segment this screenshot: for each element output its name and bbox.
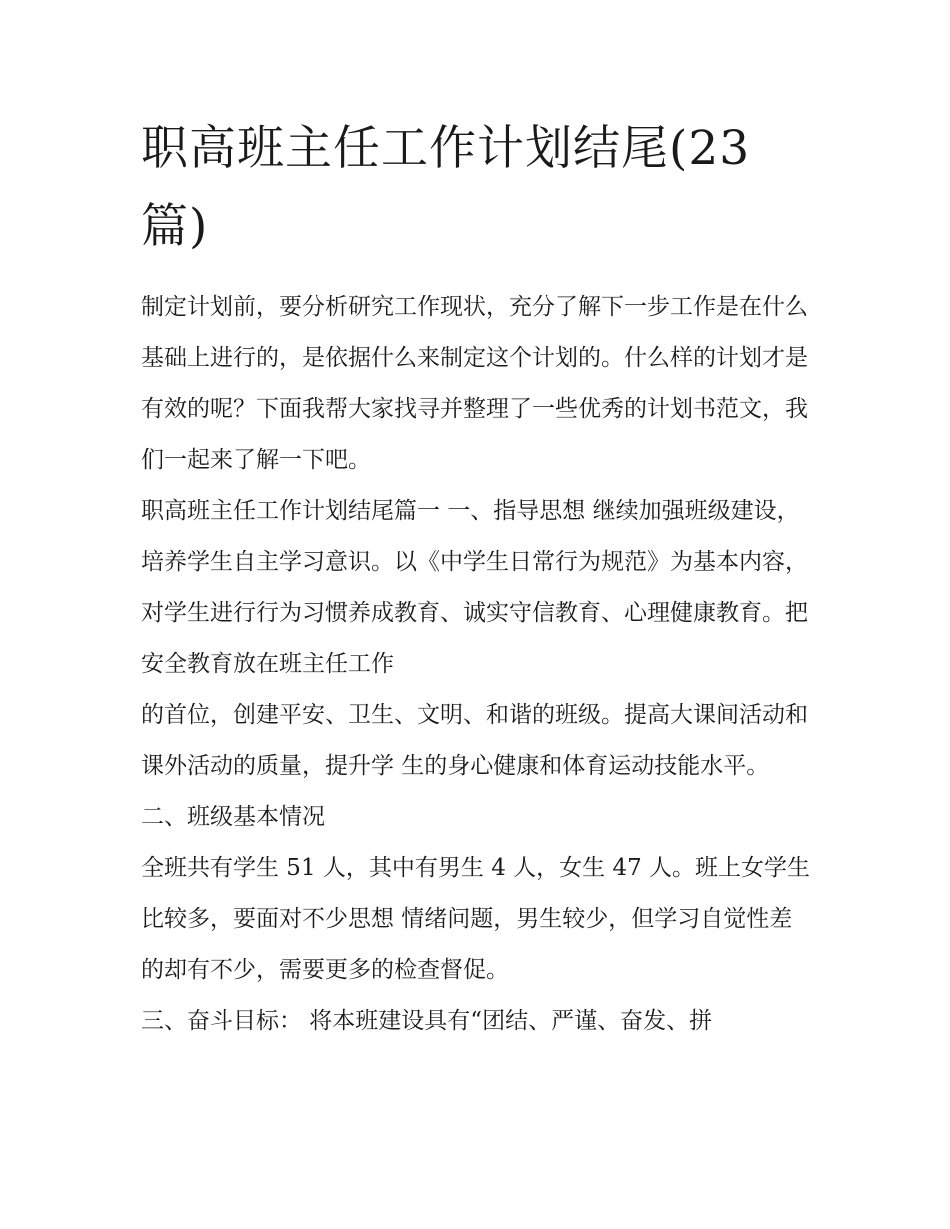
document-title: 职高班主任工作计划结尾(23篇) bbox=[141, 121, 751, 254]
document-page bbox=[141, 110, 813, 1047]
paragraph-intro: 制定计划前，要分析研究工作现状，充分了解下一步工作是在什么基础上进行的，是依据什么来制定这个计划的。什么样的计划才是有效的呢？下面我帮大家找寻并整理了一些优秀的计划书范文，我们一起来了解一下吧。 bbox=[141, 294, 808, 473]
paragraph-goals: 三、奋斗目标： 将本班建设具有“团结、严谨、奋发、拼 bbox=[141, 1008, 713, 1034]
paragraph-class-situation: 全班共有学生 51 人，其中有男生 4 人，女生 47 人。班上女学生比较多，要面对不少思想 情绪问题，男生较少，但学习自觉性差的却有不少，需要更多的检查督促。 bbox=[141, 855, 811, 983]
paragraph-guiding-thought: 职高班主任工作计划结尾篇一 一、指导思想 继续加强班级建设，培养学生自主学习意识。以《中学生日常行为规范》为基本内容， bbox=[141, 498, 808, 575]
paragraph-education: 对学生进行行为习惯养成教育、诚实守信教育、心理健康教育。把安全教育放在班主任工作 bbox=[141, 600, 808, 677]
paragraph-class-building: 的首位，创建平安、卫生、文明、和谐的班级。提高大课间活动和课外活动的质量，提升学 生的身心健康和体育运动技能水平。 二、班级基本情况 bbox=[141, 702, 808, 830]
